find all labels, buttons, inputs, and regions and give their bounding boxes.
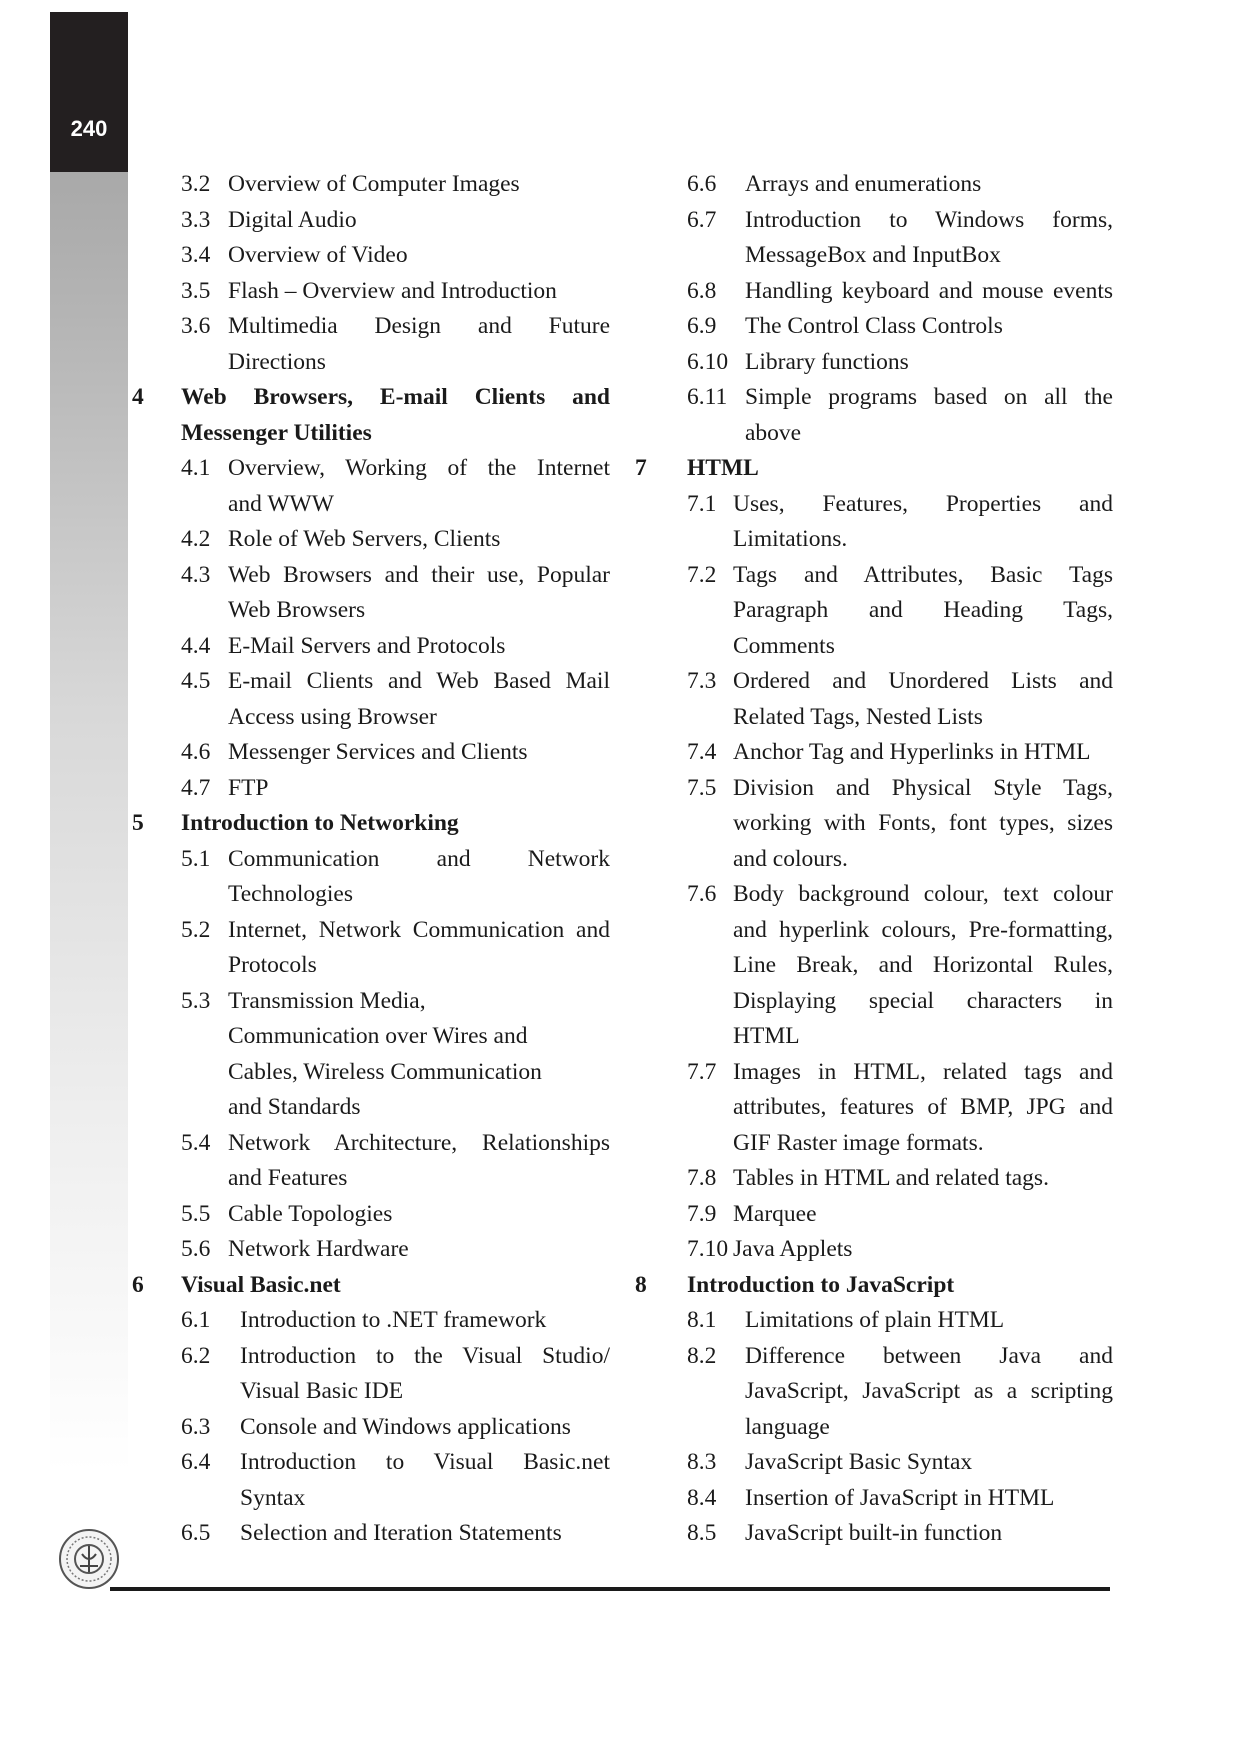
section-number: 7.10 xyxy=(687,1236,729,1262)
toc-entry xyxy=(130,1126,610,1162)
section-title: GIF Raster image formats. xyxy=(733,1129,984,1156)
section-title: and hyperlink colours, Pre-formatting, xyxy=(733,916,1113,943)
section-title: JavaScript, JavaScript as a scripting xyxy=(745,1378,1113,1404)
toc-entry xyxy=(633,487,1113,523)
toc-entry xyxy=(633,274,1113,310)
toc-entry xyxy=(130,1232,610,1268)
section-title: Line Break, and Horizontal Rules, xyxy=(733,952,1113,978)
toc-entry xyxy=(130,522,610,558)
section-title: Communication and Network xyxy=(228,845,610,872)
section-title: Transmission Media, xyxy=(228,987,426,1014)
chapter-title: Introduction to Networking xyxy=(181,810,459,836)
toc-entry xyxy=(633,1090,1113,1126)
page-number-tab xyxy=(50,12,128,172)
section-number: 7.7 xyxy=(687,1058,717,1085)
section-title: Insertion of JavaScript in HTML xyxy=(745,1484,1055,1511)
section-number: 6.11 xyxy=(687,384,728,410)
chapter-number: 5 xyxy=(132,810,144,836)
toc-entry xyxy=(130,238,610,274)
section-title: Overview of Computer Images xyxy=(228,171,520,197)
section-title: Introduction to .NET framework xyxy=(240,1307,547,1333)
section-number: 6.4 xyxy=(181,1449,211,1475)
section-title: JavaScript built-in function xyxy=(745,1520,1003,1546)
section-number: 6.8 xyxy=(687,277,717,304)
section-number: 6.9 xyxy=(687,313,717,339)
section-title: Limitations. xyxy=(733,526,848,552)
section-title: Body background colour, text colour xyxy=(733,881,1113,907)
section-title: E-mail Clients and Web Based Mail xyxy=(228,668,610,694)
section-title: Web Browsers xyxy=(228,597,366,623)
chapter-title: HTML xyxy=(687,455,759,481)
section-title: Introduction to Visual Basic.net xyxy=(240,1449,610,1475)
toc-entry xyxy=(130,345,610,381)
section-title: Anchor Tag and Hyperlinks in HTML xyxy=(733,739,1091,765)
toc-entry xyxy=(633,1445,1113,1481)
toc-entry xyxy=(130,948,610,984)
section-number: 7.1 xyxy=(687,490,717,517)
section-title: Division and Physical Style Tags, xyxy=(733,774,1113,801)
emblem-seal-icon xyxy=(58,1528,120,1590)
toc-entry xyxy=(633,1126,1113,1162)
section-title: Ordered and Unordered Lists and xyxy=(733,668,1113,694)
toc-entry xyxy=(130,877,610,913)
section-title: Web Browsers and their use, Popular xyxy=(228,561,610,588)
toc-entry xyxy=(633,558,1113,594)
section-number: 7.5 xyxy=(687,774,717,801)
section-title: Visual Basic IDE xyxy=(240,1378,404,1404)
section-number: 6.10 xyxy=(687,348,729,375)
section-title: Cable Topologies xyxy=(228,1200,393,1227)
section-title: Communication over Wires and xyxy=(228,1023,528,1049)
chapter-heading xyxy=(130,1268,610,1304)
section-title: Network Architecture, Relationships xyxy=(228,1129,610,1156)
section-title: Protocols xyxy=(228,952,317,978)
section-number: 8.5 xyxy=(687,1520,717,1546)
chapter-title: Introduction to JavaScript xyxy=(687,1271,955,1298)
toc-entry xyxy=(130,167,610,203)
section-title: Tags and Attributes, Basic Tags xyxy=(733,561,1113,588)
section-number: 5.6 xyxy=(181,1236,211,1262)
toc-entry xyxy=(633,203,1113,239)
toc-entry xyxy=(633,167,1113,203)
section-title: Directions xyxy=(228,348,326,375)
chapter-number: 6 xyxy=(132,1271,144,1298)
section-number: 7.2 xyxy=(687,561,717,588)
section-title: working with Fonts, font types, sizes xyxy=(733,810,1113,836)
section-title: HTML xyxy=(733,1023,800,1049)
toc-entry xyxy=(130,487,610,523)
toc-entry xyxy=(130,451,610,487)
toc-entry xyxy=(130,1445,610,1481)
section-number: 5.1 xyxy=(181,845,211,872)
section-title: Overview of Video xyxy=(228,242,408,268)
section-number: 6.3 xyxy=(181,1413,211,1440)
toc-entry xyxy=(633,522,1113,558)
section-title: Related Tags, Nested Lists xyxy=(733,703,983,730)
page-number: 240 xyxy=(70,116,108,141)
toc-entry xyxy=(633,1339,1113,1375)
section-number: 5.3 xyxy=(181,987,211,1014)
toc-entry xyxy=(130,771,610,807)
section-number: 3.6 xyxy=(181,313,211,339)
section-number: 7.9 xyxy=(687,1200,717,1227)
section-title: The Control Class Controls xyxy=(745,313,1003,339)
toc-entry xyxy=(633,948,1113,984)
section-title: Messenger Services and Clients xyxy=(228,739,528,765)
chapter-title: Web Browsers, E-mail Clients and xyxy=(181,384,610,410)
chapter-number: 7 xyxy=(635,455,647,481)
section-number: 7.8 xyxy=(687,1165,717,1191)
section-title: Access using Browser xyxy=(228,703,437,730)
toc-entry xyxy=(130,1019,610,1055)
section-title: and Features xyxy=(228,1165,348,1191)
section-title: Digital Audio xyxy=(228,206,357,233)
toc-entry xyxy=(130,1303,610,1339)
toc-entry xyxy=(130,1410,610,1446)
section-title: Displaying special characters in xyxy=(733,987,1113,1014)
toc-entry xyxy=(633,735,1113,771)
toc-entry xyxy=(130,664,610,700)
toc-entry xyxy=(633,1374,1113,1410)
toc-entry xyxy=(633,1161,1113,1197)
chapter-number: 8 xyxy=(635,1271,647,1298)
toc-entry xyxy=(633,913,1113,949)
section-number: 5.2 xyxy=(181,916,211,943)
section-number: 8.3 xyxy=(687,1449,717,1475)
section-title: Marquee xyxy=(733,1200,817,1227)
section-number: 6.2 xyxy=(181,1342,211,1369)
chapter-heading xyxy=(130,416,610,452)
section-title: Selection and Iteration Statements xyxy=(240,1520,562,1546)
chapter-title: Visual Basic.net xyxy=(181,1271,341,1298)
section-title: and colours. xyxy=(733,845,848,872)
section-title: Multimedia Design and Future xyxy=(228,313,610,339)
section-number: 5.4 xyxy=(181,1129,211,1156)
section-title: Overview, Working of the Internet xyxy=(228,455,610,481)
chapter-heading xyxy=(130,380,610,416)
section-title: Images in HTML, related tags and xyxy=(733,1058,1113,1085)
section-title: Uses, Features, Properties and xyxy=(733,490,1113,517)
section-title: JavaScript Basic Syntax xyxy=(745,1449,973,1475)
toc-entry xyxy=(633,593,1113,629)
toc-entry xyxy=(633,1197,1113,1233)
toc-entry xyxy=(633,380,1113,416)
toc-entry xyxy=(130,913,610,949)
toc-entry xyxy=(633,345,1113,381)
section-title: Role of Web Servers, Clients xyxy=(228,526,501,552)
section-number: 3.2 xyxy=(181,171,211,197)
section-number: 4.7 xyxy=(181,774,211,801)
section-title: Paragraph and Heading Tags, xyxy=(733,597,1113,623)
section-number: 7.6 xyxy=(687,881,717,907)
toc-entry xyxy=(130,735,610,771)
toc-entry xyxy=(130,629,610,665)
section-title: Limitations of plain HTML xyxy=(745,1307,1005,1333)
toc-entry xyxy=(633,664,1113,700)
toc-entry xyxy=(130,274,610,310)
toc-entry xyxy=(130,1374,610,1410)
toc-entry xyxy=(633,238,1113,274)
section-number: 3.5 xyxy=(181,277,211,304)
section-number: 8.1 xyxy=(687,1307,717,1333)
section-number: 7.4 xyxy=(687,739,717,765)
right-toc-column xyxy=(633,167,1113,1552)
section-number: 3.4 xyxy=(181,242,211,268)
toc-entry xyxy=(633,700,1113,736)
section-title: above xyxy=(745,419,802,446)
toc-entry xyxy=(633,1232,1113,1268)
section-title: Tables in HTML and related tags. xyxy=(733,1165,1049,1191)
section-title: Library functions xyxy=(745,348,909,375)
chapter-heading xyxy=(633,1268,1113,1304)
toc-entry xyxy=(633,1410,1113,1446)
section-title: Simple programs based on all the xyxy=(745,384,1113,410)
toc-entry xyxy=(130,558,610,594)
section-title: E-Mail Servers and Protocols xyxy=(228,632,506,659)
toc-entry xyxy=(130,984,610,1020)
section-title: language xyxy=(745,1413,830,1440)
section-title: and Standards xyxy=(228,1094,361,1120)
toc-entry xyxy=(633,1481,1113,1517)
toc-entry xyxy=(633,877,1113,913)
chapter-number: 4 xyxy=(132,384,144,410)
left-toc-column xyxy=(130,167,610,1552)
toc-entry xyxy=(130,1055,610,1091)
toc-entry xyxy=(130,1481,610,1517)
toc-entry xyxy=(130,1339,610,1375)
page-sidebar xyxy=(50,12,128,1472)
toc-entry xyxy=(130,1090,610,1126)
section-number: 4.2 xyxy=(181,526,211,552)
section-title: Difference between Java and xyxy=(745,1342,1113,1369)
section-number: 6.5 xyxy=(181,1520,211,1546)
section-title: Console and Windows applications xyxy=(240,1413,571,1440)
section-number: 4.5 xyxy=(181,668,211,694)
toc-entry xyxy=(130,1197,610,1233)
section-number: 8.4 xyxy=(687,1484,717,1511)
section-number: 4.4 xyxy=(181,632,211,659)
toc-entry xyxy=(633,309,1113,345)
toc-entry xyxy=(633,1055,1113,1091)
section-number: 6.6 xyxy=(687,171,717,197)
bottom-rule xyxy=(110,1587,1110,1591)
toc-entry xyxy=(633,629,1113,665)
chapter-heading xyxy=(633,451,1113,487)
section-title: Syntax xyxy=(240,1484,306,1511)
toc-entry xyxy=(633,806,1113,842)
chapter-title: Messenger Utilities xyxy=(181,419,372,446)
section-title: Handling keyboard and mouse events xyxy=(745,277,1113,304)
toc-entry xyxy=(633,984,1113,1020)
toc-entry xyxy=(130,593,610,629)
section-number: 7.3 xyxy=(687,668,717,694)
toc-entry xyxy=(633,1516,1113,1552)
section-title: Flash – Overview and Introduction xyxy=(228,277,557,304)
toc-entry xyxy=(633,842,1113,878)
toc-entry xyxy=(633,1019,1113,1055)
section-title: Introduction to Windows forms, xyxy=(745,206,1113,233)
section-title: FTP xyxy=(228,774,269,801)
section-title: attributes, features of BMP, JPG and xyxy=(733,1094,1113,1120)
section-number: 6.7 xyxy=(687,206,717,233)
section-title: MessageBox and InputBox xyxy=(745,242,1001,268)
section-number: 4.1 xyxy=(181,455,211,481)
section-number: 3.3 xyxy=(181,206,211,233)
section-title: Comments xyxy=(733,632,835,659)
section-title: Technologies xyxy=(228,881,353,907)
toc-entry xyxy=(633,771,1113,807)
toc-entry xyxy=(130,203,610,239)
section-title: Network Hardware xyxy=(228,1236,409,1262)
chapter-heading xyxy=(130,806,610,842)
section-number: 6.1 xyxy=(181,1307,211,1333)
toc-entry xyxy=(633,416,1113,452)
toc-entry xyxy=(130,842,610,878)
toc-entry xyxy=(130,1161,610,1197)
section-title: and WWW xyxy=(228,490,334,517)
section-number: 4.3 xyxy=(181,561,211,588)
toc-entry xyxy=(130,309,610,345)
toc-entry xyxy=(633,1303,1113,1339)
section-number: 4.6 xyxy=(181,739,211,765)
toc-entry xyxy=(130,700,610,736)
section-title: Arrays and enumerations xyxy=(745,171,982,197)
section-title: Introduction to the Visual Studio/ xyxy=(240,1342,610,1369)
section-number: 5.5 xyxy=(181,1200,211,1227)
toc-entry xyxy=(130,1516,610,1552)
section-title: Cables, Wireless Communication xyxy=(228,1058,542,1085)
section-title: Java Applets xyxy=(733,1236,853,1262)
section-title: Internet, Network Communication and xyxy=(228,916,610,943)
section-number: 8.2 xyxy=(687,1342,717,1369)
